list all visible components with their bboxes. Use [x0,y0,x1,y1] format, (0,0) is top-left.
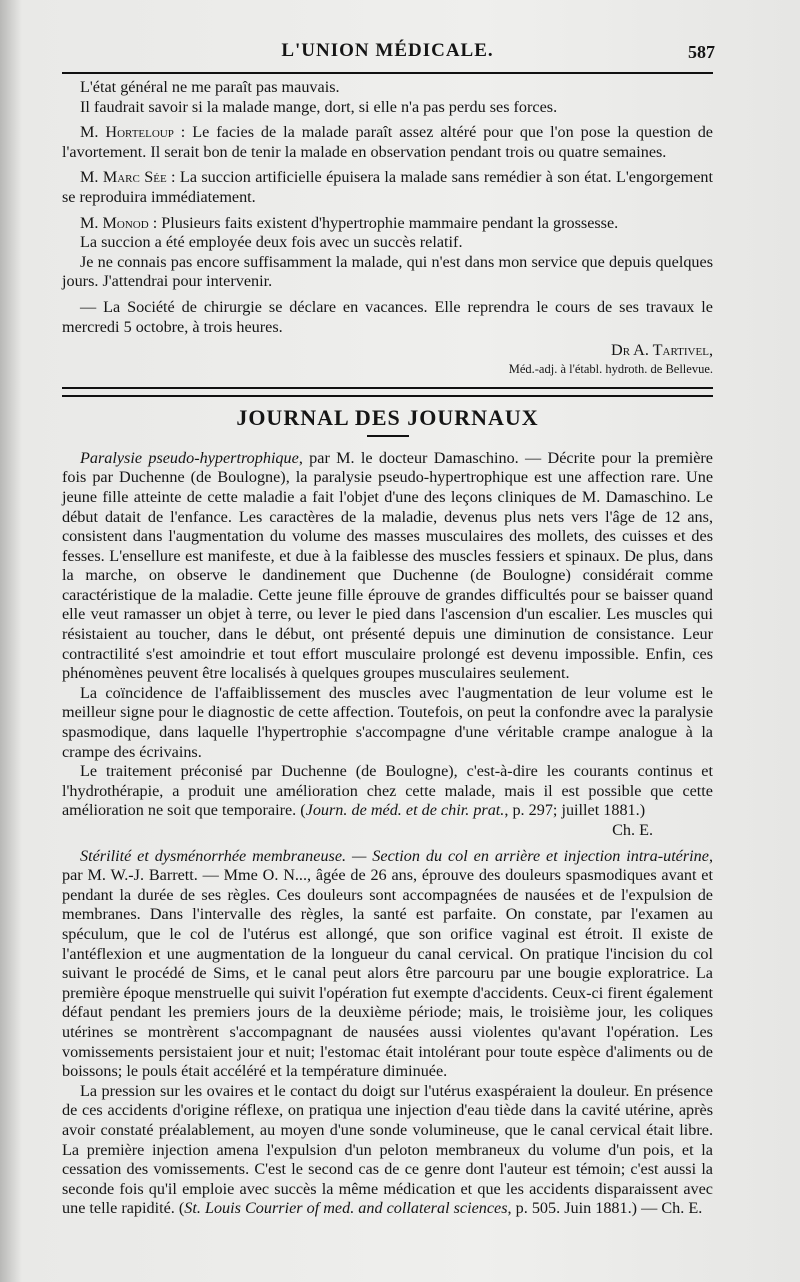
article-paragraph [62,449,713,684]
section-divider [62,387,713,397]
section-title: JOURNAL DES JOURNAUX [236,404,539,430]
article-title: Paralysie pseudo-hypertrophique [80,448,299,467]
article-title: Stérilité et dysménorrhée membraneuse. — Section du col en arrière et injection intra-utérine [80,846,709,865]
article-text: , par M. le docteur Damaschino. — Décrite pour la première fois par Duchenne (de Boulogne), la paralysie pseudo-hypertrophique est une affection rare. Une jeune fille atteinte de cette maladie a fait l'objet d'une des leçons cliniques de M. Damaschino. Le début datait de l'enfance. Les caractères de la maladie, devenus plus nets vers l'âge de 12 ans, consistent dans l'augmentation du volume des masses musculaires des mollets, des cuisses et des fesses. L'ensellure est manifeste, et due à la faiblesse des muscles fessiers et spinaux. De plus, dans la marche, on observe le dandinement que Duchenne (de Boulogne) considérait comme caractéristique de la maladie. Cette jeune fille éprouve de grandes difficultés pour se baisser quand elle veut ramasser un objet à terre, ou lever le pied dans l'ascension d'un escalier. Les muscles qui résistaient au toucher, dans le début, ont présenté depuis une diminution de consistance. Leur contractilité s'est amoindrie et tout effort musculaire prolongé est devenu impossible. Enfin, ces phénomènes peuvent être localisés à quelques groupes musculaires seulement. [62,448,713,683]
citation-end: , p. 505. Juin 1881.) — Ch. E. [507,1199,703,1218]
paragraph: — La Société de chirurgie se déclare en vacances. Elle reprendra le cours de ses travaux le mercredi 5 octobre, à trois heures. [62,297,713,336]
citation: St. Louis Courrier of med. and collateral sciences [184,1199,508,1218]
paragraph: La succion a été employée deux fois avec un succès relatif. [80,233,463,252]
article-paragraph [62,762,713,821]
article-text: Le traitement préconisé par Duchenne (de Boulogne), c'est-à-dire les courants continus et l'hydrothérapie, a produit une amélioration chez cette malade, mais il est possible que cette amélioration ne soit que temporaire. ( [62,762,713,820]
running-title: L'UNION MÉDICALE. [281,40,494,61]
article-text: , par M. W.-J. Barrett. — Mme O. N..., âgée de 26 ans, éprouve des douleurs spasmodiques avant et pendant la durée de ses règles. Ces douleurs sont accompagnées de nausées et de l'expulsion de membranes. Dans l'intervalle des règles, la santé est parfaite. On constate, par l'examen au spéculum, que le col de l'utérus est allongé, que son orifice vaginal est étroit. Il existe de l'antéflexion et une augmentation de la longueur du canal cervical. On pratique l'incision du col suivant le procédé de Sims, et le canal peut alors être parcouru par une bougie exploratrice. La première époque menstruelle qui suivit l'opération fut exempte d'accidents. Ceux-ci firent également défaut pendant les premiers jours de la deuxième période; mais, le troisième jour, les coliques utérines se montrèrent s'accompagnant de nausées aussi violentes qu'avant l'opération. Les vomissements persistaient jour et nuit; l'estomac était intolérant pour toute espèce d'aliments ou de boissons; le pouls était accéléré et la température diminuée. [62,846,713,1081]
signature-name: Dr A. Tartivel, [611,341,713,360]
speaker-name: M. Marc Sée : [80,168,176,187]
speaker-text: Plusieurs faits existent d'hypertrophie mammaire pendant la grossesse. [157,213,619,232]
citation: Journ. de méd. et de chir. prat. [305,801,505,820]
speaker-name: M. Horteloup : [80,123,186,142]
title-underline [367,435,409,437]
page-content [62,78,713,1219]
header-rule [62,72,713,74]
page-header [60,40,715,70]
article-text: La pression sur les ovaires et le contact du doigt sur l'utérus exaspéraient la douleur. En présence de ces accidents d'origine réflexe, on pratiqua une injection d'eau tiède dans la cavité utérine, après avoir constaté préalablement, au moyen d'une sonde volumineuse, que le canal cervical était libre. La première injection amena l'expulsion d'un peloton membraneux du volume d'un pois, et la cessation des vomissements. C'est le second cas de ce genre dont l'auteur est témoin; c'est aussi la seconde fois qu'il emploie avec succès la même médication et que les accidents disparaissent avec une telle rapidité. ( [62,1081,713,1218]
speaker-paragraph [62,214,713,234]
signature-affiliation: Méd.-adj. à l'établ. hydroth. de Bellevue. [508,361,713,376]
article-paragraph [62,1082,713,1219]
speaker-name: M. Monod : [80,213,158,232]
article-paragraph [62,847,713,1082]
speaker-text: La succion artificielle épuisera la malade sans remédier à son état. L'engorgement se reproduira immédiatement. [62,168,714,206]
speaker-text: Le facies de la malade paraît assez altéré pour que l'on pose la question de l'avortement. Il serait bon de tenir la malade en observation pendant trois ou quatre semaines. [62,123,713,161]
paragraph: Je ne connais pas encore suffisamment la malade, qui n'est dans mon service que depuis quelques jours. J'attendrai pour intervenir. [62,252,713,291]
paragraph: L'état général ne me paraît pas mauvais. [80,78,340,96]
citation-end: , p. 297; juillet 1881.) [504,801,646,820]
speaker-paragraph [62,123,713,162]
article-signature: Ch. E. [612,821,653,839]
page-number: 587 [688,42,715,62]
speaker-paragraph [62,168,713,207]
paragraph: Il faudrait savoir si la malade mange, dort, si elle n'a pas perdu ses forces. [80,97,558,116]
article-paragraph: La coïncidence de l'affaiblissement des muscles avec l'augmentation de leur volume est le meilleur signe pour le diagnostic de cette affection. Toutefois, on peut la confondre avec la paralysie spasmodique, dans laquelle l'hypertrophie s'accompagne d'une véritable crampe analogue à la crampe des écrivains. [62,683,713,761]
